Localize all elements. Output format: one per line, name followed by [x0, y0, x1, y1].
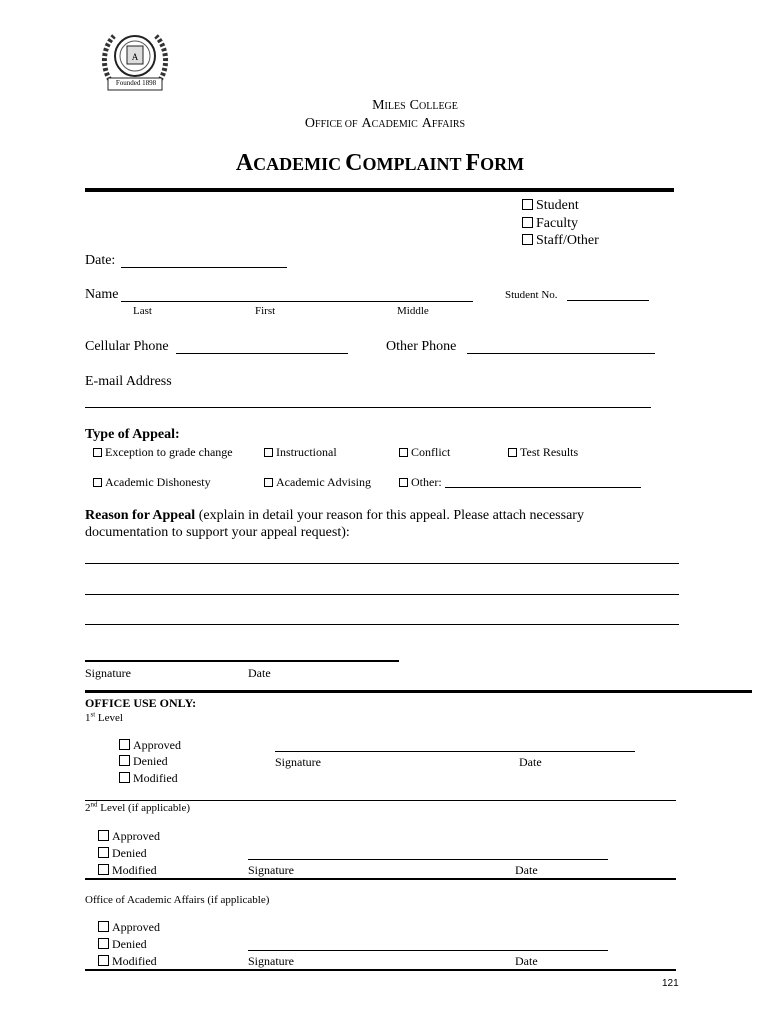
form-title: ACADEMIC COMPLAINT FORM: [235, 150, 525, 176]
level3-signature-label: Signature: [248, 954, 294, 968]
office-name: OFFICE OF ACADEMIC AFFAIRS: [304, 116, 466, 131]
appeal-option-test-results[interactable]: Test Results: [508, 445, 578, 460]
checkbox[interactable]: [264, 448, 273, 457]
name-part-middle: Middle: [397, 305, 429, 317]
checkbox[interactable]: [93, 478, 102, 487]
date-label: Date:: [85, 253, 116, 268]
level3-modified[interactable]: Modified: [98, 954, 157, 969]
checkbox[interactable]: [93, 448, 102, 457]
appeal-option-conflict[interactable]: Conflict: [399, 445, 450, 460]
role-option-faculty[interactable]: Faculty: [522, 216, 578, 232]
student-no-field[interactable]: [567, 300, 649, 301]
date-field[interactable]: [121, 267, 287, 268]
appeal-option-academic-dishonesty[interactable]: Academic Dishonesty: [93, 475, 211, 490]
checkbox[interactable]: [522, 217, 533, 228]
page-number: 121: [662, 978, 679, 989]
title-rule: [85, 188, 674, 192]
checkbox[interactable]: [508, 448, 517, 457]
checkbox[interactable]: [119, 772, 130, 783]
name-label: Name: [85, 287, 119, 302]
appeal-option-other[interactable]: Other:: [399, 475, 442, 490]
office-use-rule: [85, 690, 752, 693]
applicant-signature-label: Signature: [85, 666, 131, 680]
level2-signature-line[interactable]: [248, 859, 608, 860]
other-phone-label: Other Phone: [386, 339, 457, 354]
appeal-option-instructional[interactable]: Instructional: [264, 445, 337, 460]
checkbox[interactable]: [98, 938, 109, 949]
level1-divider: [85, 800, 676, 801]
checkbox[interactable]: [98, 864, 109, 875]
checkbox[interactable]: [399, 448, 408, 457]
office-use-heading: OFFICE USE ONLY:: [85, 696, 197, 710]
email-field[interactable]: [85, 407, 651, 408]
checkbox[interactable]: [522, 234, 533, 245]
level1-signature-label: Signature: [275, 755, 321, 769]
reason-line-2[interactable]: [85, 594, 679, 595]
checkbox[interactable]: [264, 478, 273, 487]
checkbox[interactable]: [119, 739, 130, 750]
checkbox[interactable]: [98, 921, 109, 932]
level2-divider: [85, 878, 676, 880]
level2-approved[interactable]: Approved: [98, 829, 160, 844]
level1-modified[interactable]: Modified: [119, 771, 178, 786]
level2-date-label: Date: [515, 863, 538, 877]
email-label: E-mail Address: [85, 374, 172, 389]
cell-phone-field[interactable]: [176, 353, 348, 354]
college-name: MILES COLLEGE: [372, 98, 458, 113]
checkbox[interactable]: [98, 955, 109, 966]
college-seal-logo: [100, 28, 170, 94]
checkbox[interactable]: [522, 199, 533, 210]
level-3-label: Office of Academic Affairs (if applicable): [85, 894, 270, 906]
seal-founded-text: Founded 1898: [115, 79, 157, 87]
level1-date-label: Date: [519, 755, 542, 769]
type-of-appeal-heading: Type of Appeal:: [85, 427, 180, 442]
svg-text:A: A: [131, 52, 139, 62]
checkbox[interactable]: [98, 830, 109, 841]
name-part-first: First: [255, 305, 276, 317]
level2-denied[interactable]: Denied: [98, 846, 147, 861]
applicant-signature-line[interactable]: [85, 660, 399, 662]
name-field[interactable]: [121, 301, 473, 302]
reason-for-appeal-text-line2: documentation to support your appeal request):: [85, 525, 350, 540]
checkbox[interactable]: [399, 478, 408, 487]
level3-denied[interactable]: Denied: [98, 937, 147, 952]
level-2-label: 2nd Level (if applicable): [85, 800, 191, 814]
cell-phone-label: Cellular Phone: [85, 339, 169, 354]
level1-denied[interactable]: Denied: [119, 754, 168, 769]
level3-date-label: Date: [515, 954, 538, 968]
level2-modified[interactable]: Modified: [98, 863, 157, 878]
level1-approved[interactable]: Approved: [119, 738, 181, 753]
level2-signature-label: Signature: [248, 863, 294, 877]
other-phone-field[interactable]: [467, 353, 655, 354]
appeal-option-grade-change[interactable]: Exception to grade change: [93, 445, 233, 460]
level3-divider: [85, 969, 676, 971]
role-option-staff-other[interactable]: Staff/Other: [522, 233, 599, 249]
level-1-label: 1st Level: [85, 710, 123, 724]
level3-approved[interactable]: Approved: [98, 920, 160, 935]
appeal-other-field[interactable]: [445, 487, 641, 488]
reason-line-3[interactable]: [85, 624, 679, 625]
checkbox[interactable]: [119, 755, 130, 766]
level1-signature-line[interactable]: [275, 751, 635, 752]
reason-for-appeal-text: Reason for Appeal (explain in detail your reason for this appeal. Please attach necessary: [85, 508, 584, 523]
name-part-last: Last: [133, 305, 152, 317]
level3-signature-line[interactable]: [248, 950, 608, 951]
student-no-label: Student No.: [505, 289, 558, 301]
reason-line-1[interactable]: [85, 563, 679, 564]
appeal-option-academic-advising[interactable]: Academic Advising: [264, 475, 371, 490]
applicant-date-label: Date: [248, 666, 271, 680]
checkbox[interactable]: [98, 847, 109, 858]
reason-heading: Reason for Appeal: [85, 508, 196, 523]
role-option-student[interactable]: Student: [522, 198, 579, 214]
